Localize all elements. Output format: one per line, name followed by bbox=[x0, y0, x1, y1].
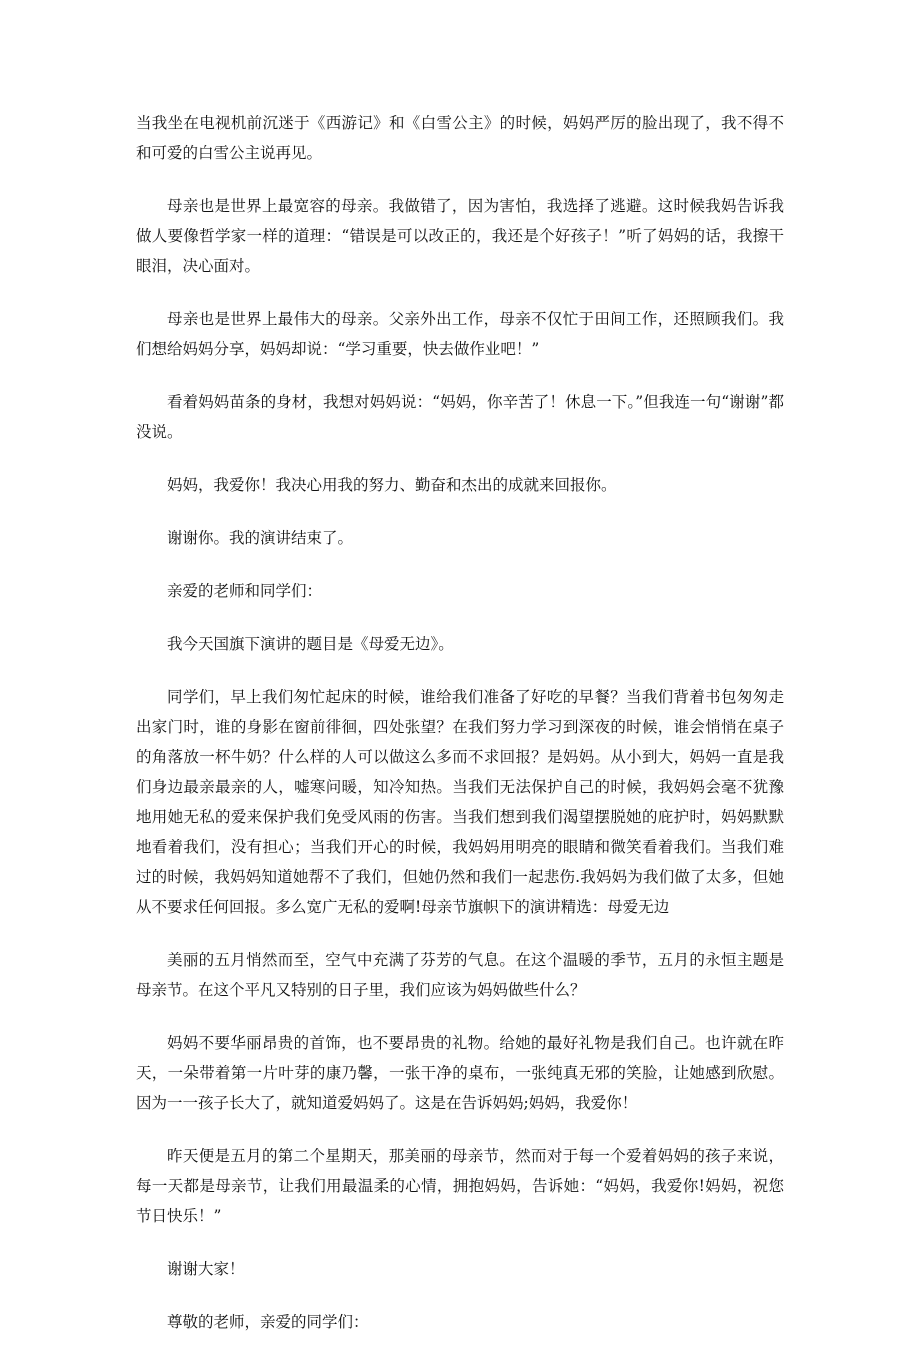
paragraph-5: 妈妈，我爱你！我决心用我的努力、勤奋和杰出的成就来回报你。 bbox=[167, 476, 617, 494]
paragraph-8: 我今天国旗下演讲的题目是《母爱无边》。 bbox=[167, 635, 454, 653]
paragraph-4: 看着妈妈苗条的身材，我想对妈妈说：“妈妈，你辛苦了！休息一下。”但我连一句“谢谢”都没说。 bbox=[136, 393, 784, 441]
paragraph-3: 母亲也是世界上最伟大的母亲。父亲外出工作，母亲不仅忙于田间工作，还照顾我们。我们想给妈妈分享，妈妈却说：“学习重要，快去做作业吧！” bbox=[136, 310, 784, 358]
paragraph-2: 母亲也是世界上最宽容的母亲。我做错了，因为害怕，我选择了逃避。这时候我妈告诉我做人要像哲学家一样的道理：“错误是可以改正的，我还是个好孩子！”听了妈妈的话，我擦干眼泪，决心面对。 bbox=[136, 197, 784, 275]
paragraph-7: 亲爱的老师和同学们： bbox=[167, 582, 323, 600]
paragraph-14: 尊敬的老师，亲爱的同学们： bbox=[167, 1313, 369, 1331]
paragraph-1: 当我坐在电视机前沉迷于《西游记》和《白雪公主》的时候，妈妈严厉的脸出现了，我不得不和可爱的白雪公主说再见。 bbox=[136, 114, 784, 162]
paragraph-9: 同学们，早上我们匆忙起床的时候，谁给我们准备了好吃的早餐？当我们背着书包匆匆走出家门时，谁的身影在窗前徘徊，四处张望？在我们努力学习到深夜的时候，谁会悄悄在桌子的角落放一杯牛奶？什么样的人可以做这么多而不求回报？是妈妈。从小到大，妈妈一直是我们身边最亲最亲的人，嘘寒问暖，知冷知热。当我们无法保护自己的时候，我妈妈会毫不犹豫地用她无私的爱来保护我们免受风雨的伤害。当我们想到我们渴望摆脱她的庇护时，妈妈默默地看着我们，没有担心；当我们开心的时候，我妈妈用明亮的眼睛和微笑看着我们。当我们难过的时候，我妈妈知道她帮不了我们，但她仍然和我们一起悲伤.我妈妈为我们做了太多，但她从不要求任何回报。多么宽广无私的爱啊!母亲节旗帜下的演讲精选：母爱无边 bbox=[136, 688, 784, 916]
paragraph-10: 美丽的五月悄然而至，空气中充满了芬芳的气息。在这个温暖的季节，五月的永恒主题是母亲节。在这个平凡又特别的日子里，我们应该为妈妈做些什么？ bbox=[136, 951, 784, 999]
paragraph-13: 谢谢大家！ bbox=[167, 1260, 245, 1278]
document-page bbox=[136, 108, 784, 1360]
paragraph-11: 妈妈不要华丽昂贵的首饰，也不要昂贵的礼物。给她的最好礼物是我们自己。也许就在昨天，一朵带着第一片叶芽的康乃馨，一张干净的桌布，一张纯真无邪的笑脸，让她感到欣慰。因为一一孩子长大了，就知道爱妈妈了。这是在告诉妈妈;妈妈，我爱你！ bbox=[136, 1034, 784, 1112]
paragraph-6: 谢谢你。我的演讲结束了。 bbox=[167, 529, 354, 547]
paragraph-12: 昨天便是五月的第二个星期天，那美丽的母亲节，然而对于每一个爱着妈妈的孩子来说，每一天都是母亲节，让我们用最温柔的心情，拥抱妈妈，告诉她：“妈妈，我爱你!妈妈，祝您节日快乐！” bbox=[136, 1147, 784, 1225]
